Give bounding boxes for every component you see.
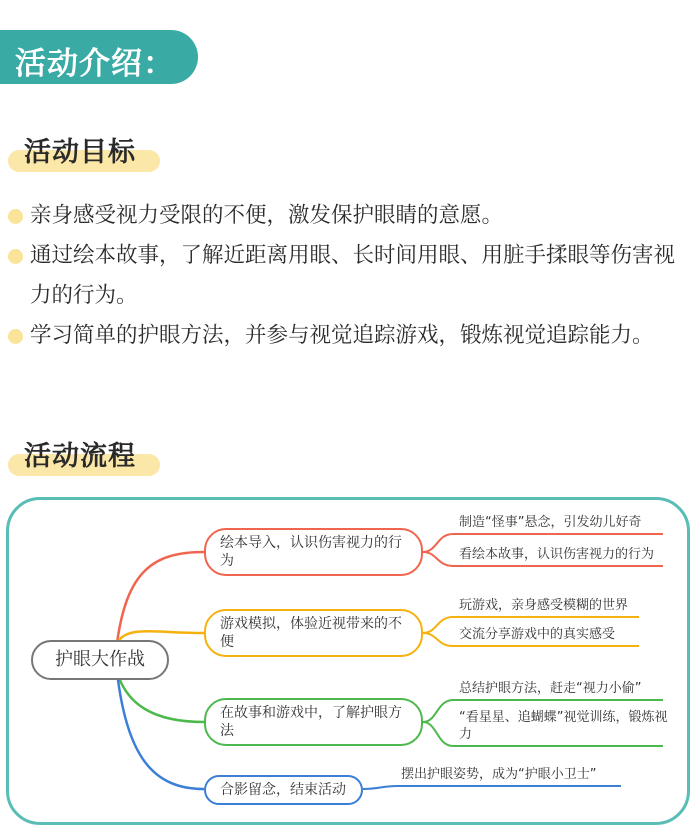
root-label: 护眼大作战: [55, 649, 145, 670]
connector-branch-4: [117, 672, 204, 789]
mindmap-leaf: 玩游戏，亲身感受模糊的世界: [459, 598, 629, 613]
goal-text: 通过绘本故事，了解近距离用眼、长时间用眼、用脏手揉眼等伤害视力的行为。: [30, 243, 676, 308]
section-title-banner: [0, 30, 198, 84]
goals-heading-text: 活动目标: [24, 137, 136, 168]
mindmap-leaf: 制造“怪事”悬念，引发幼儿好奇: [459, 515, 642, 530]
branch-label: 游戏模拟，体验近视带来的不便: [220, 616, 402, 650]
mindmap-leaf: 总结护眼方法，赶走“视力小偷”: [459, 681, 642, 696]
goal-item: [0, 236, 690, 316]
mindmap-leaf: 看绘本故事，认识伤害视力的行为: [459, 547, 655, 562]
connector-leaf-4-1: [363, 786, 621, 789]
bullet-dot-icon: [8, 209, 23, 224]
branch-label: 在故事和游戏中，了解护眼方法: [220, 705, 402, 739]
mindmap-branch-2: [204, 609, 423, 657]
goal-text: 学习简单的护眼方法，并参与视觉追踪游戏，锻炼视觉追踪能力。: [30, 323, 654, 348]
mindmap-branch-3: [204, 698, 423, 746]
connector-branch-1: [117, 552, 204, 643]
mindmap-root: [31, 640, 169, 680]
branch-label: 绘本导入，认识伤害视力的行为: [220, 535, 402, 569]
mindmap-leaf: 交流分享游戏中的真实感受: [459, 627, 616, 642]
page-title: 活动介绍：: [15, 46, 175, 82]
mindmap-leaf: “看星星、追蝴蝶”视觉训练，锻炼视力: [459, 710, 668, 742]
bullet-dot-icon: [8, 249, 23, 264]
goal-item: [0, 196, 690, 236]
branch-label: 合影留念，结束活动: [220, 782, 346, 798]
bullet-dot-icon: [8, 329, 23, 344]
mindmap-frame: [6, 497, 690, 825]
goal-text: 亲身感受视力受限的不便，激发保护眼睛的意愿。: [30, 203, 504, 228]
goal-item: [0, 316, 690, 356]
mindmap-leaf: 摆出护眼姿势，成为“护眼小卫士”: [401, 767, 597, 782]
goals-list: [0, 196, 700, 356]
mindmap-branch-1: [204, 528, 423, 576]
flow-heading-text: 活动流程: [24, 441, 136, 472]
mindmap-branch-4: [204, 775, 363, 805]
